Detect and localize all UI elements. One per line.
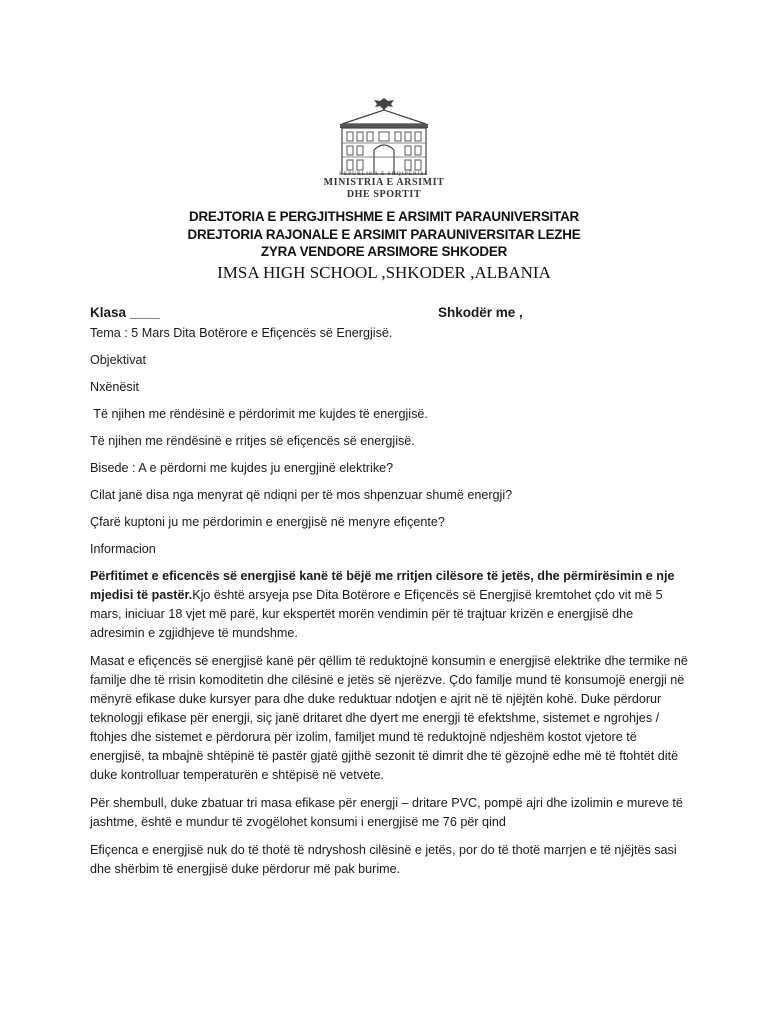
document-body [90, 324, 690, 888]
objective-item: Të njihen me rëndësinë e rritjes së efiçencës së energjisë. [90, 434, 415, 448]
topic-line: Tema : 5 Mars Dita Botërore e Efiçencës së Energjisë. [90, 326, 393, 340]
header-directorate-regional: DREJTORIA RAJONALE E ARSIMIT PARAUNIVERSITAR LEZHE [187, 226, 581, 242]
paragraph-measures: Masat e efiçencës së energjisë kanë për qëllim të reduktojnë konsumin e energjisë elektrike dhe termike në familje dhe të rrisin komoditetin dhe cilësinë e jetës së njerëzve. Çdo familje mund të konsumojë energji në mënyrë efikase duke kursyer para dhe duke reduktuar ndotjen e ajrit në të njëjtën kohë. Duke përdorur teknologji efikase për energji, siç janë dritaret dhe dyert me energji të efektshme, sistemet e ngrohjes / ftohjes dhe sistemet e përdorura për izolim, familjet mund të reduktojnë ndjeshëm kostot vjetore të energjisë, ta mbajnë shtëpinë të pastër gjatë gjithë sezonit të dimrit dhe të gëzojnë edhe më të ftohtët ditë duke kontrolluar temperaturën e shtëpisë në vetvete. [90, 654, 688, 782]
building-emblem-icon [322, 94, 446, 178]
objectives-heading: Objektivat [90, 353, 146, 367]
logo-caption-sport: DHE SPORTIT [346, 189, 422, 200]
discussion-question: Bisede : A e përdorni me kujdes ju energjinë elektrike? [90, 461, 394, 475]
students-heading: Nxënësit [90, 380, 139, 394]
paragraph-definition: Efiçenca e energjisë nuk do të thotë të ndryshosh cilësinë e jetës, por do të thotë marrjen e të njëjtës sasi dhe shërbim të energjisë duke përdorur më pak burime. [90, 843, 677, 876]
place-date-field: Shkodër me , [438, 305, 523, 320]
header-directorate-general: DREJTORIA E PERGJITHSHME E ARSIMIT PARAUNIVERSITAR [188, 209, 580, 224]
objective-item: Të njihen me rëndësinë e përdorimit me kujdes të energjisë. [90, 407, 428, 421]
header-local-office: ZYRA VENDORE ARSIMORE SHKODER [260, 244, 508, 259]
class-field: Klasa ____ [90, 305, 160, 320]
discussion-question: Çfarë kuptoni ju me përdorimin e energjisë në menyre efiçente? [90, 515, 445, 529]
information-heading: Informacion [90, 542, 156, 556]
logo-caption-republic: REPUBLIKA E SHQIPËRISË [339, 171, 429, 177]
paragraph-example: Për shembull, duke zbatuar tri masa efikase për energji – dritare PVC, pompë ajri dhe izolimin e mureve të jashtme, është e mundur të zvogëlohet konsumi i energjisë me 76 për qind [90, 796, 683, 829]
paragraph-benefits-rest: Kjo është arsyeja pse Dita Botërore e Efiçencës së Energjisë kremtohet çdo vit më 5 mars, iniciuar 18 vjet më parë, kur ekspertët morën vendimin për të trajtuar krizën e energjisë dhe adresimin e zgjidhjeve të mundshme. [90, 588, 663, 640]
logo-caption-ministry: MINISTRIA E ARSIMIT [323, 177, 445, 188]
paragraph-benefits-bold: Përfitimet e eficencës së energjisë kanë të bëjë me rritjen cilësore të jetës, dhe përmirësimin e nje mjedisi të pastër. [90, 569, 675, 602]
paragraph-benefits [90, 567, 690, 643]
document-header [0, 208, 768, 284]
discussion-question: Cilat janë disa nga menyrat që ndiqni per të mos shpenzuar shumë energji? [90, 488, 513, 502]
school-name: IMSA HIGH SCHOOL ,SHKODER ,ALBANIA [217, 262, 551, 282]
